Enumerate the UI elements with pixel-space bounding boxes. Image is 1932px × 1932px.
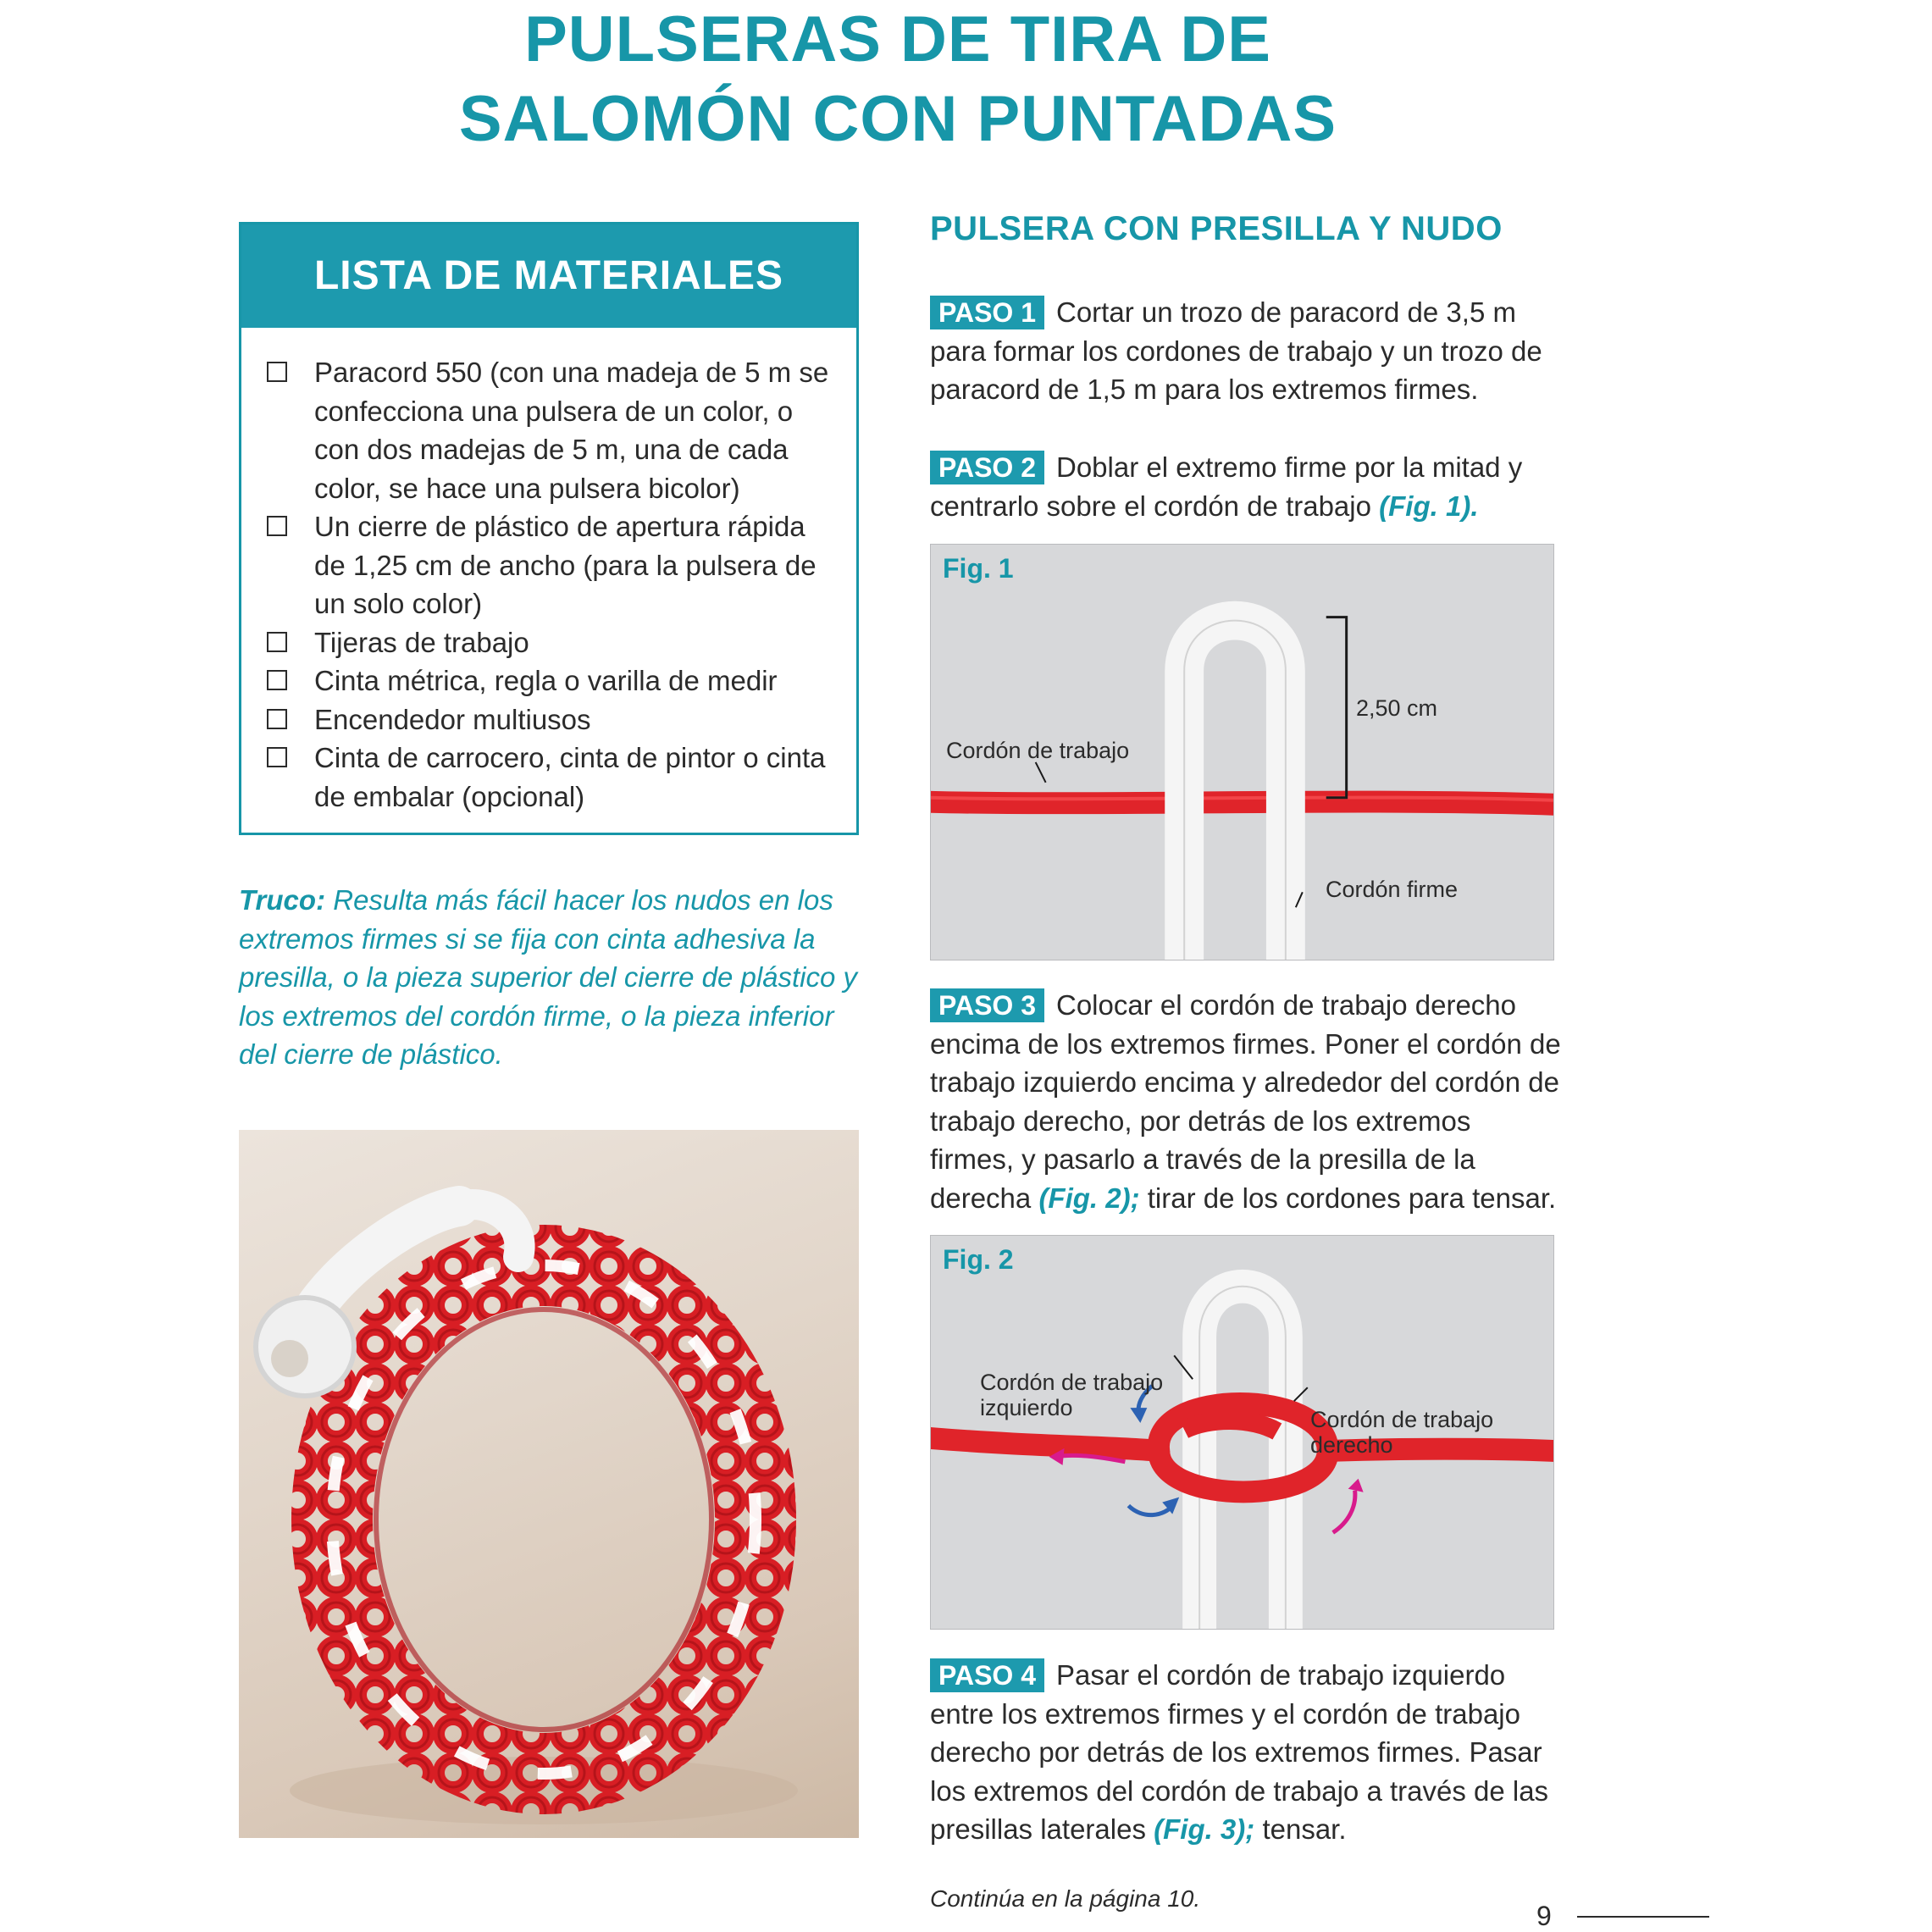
figure-1-label: Fig. 1: [943, 553, 1014, 584]
step-4-text: Pasar el cordón de trabajo izquierdo entre los extremos firmes y el cordón de trabajo derecho por detrás de los extremos firmes. Pasar los extremos del cordón de trabajo a través de las presillas laterales: [930, 1659, 1549, 1845]
checkbox-icon: [267, 670, 287, 690]
step-1-text: Cortar un trozo de paracord de 3,5 m para formar los cordones de trabajo y un trozo de paracord de 1,5 m para los extremos firmes.: [930, 296, 1542, 405]
checkbox-icon: [267, 362, 287, 382]
figure-1-firm-cord-label: Cordón firme: [1326, 877, 1459, 902]
step-3: [930, 986, 1561, 1217]
step-3-after: tirar de los cordones para tensar.: [1139, 1182, 1557, 1214]
step-2-text: Doblar el extremo firme por la mitad y centrarlo sobre el cordón de trabajo: [930, 451, 1523, 522]
figure-2-left-cord-label: Cordón de trabajo izquierdo: [980, 1370, 1164, 1420]
figure-1-measure: 2,50 cm: [1356, 695, 1438, 721]
materials-heading: LISTA DE MATERIALES: [241, 224, 856, 328]
figure-1-working-cord-label: Cordón de trabajo: [946, 738, 1130, 763]
material-item: [267, 507, 839, 623]
checkbox-icon: [267, 516, 287, 536]
material-item-label: Cinta de carrocero, cinta de pintor o cinta de embalar (opcional): [314, 742, 826, 812]
tip-label: Truco:: [239, 884, 326, 916]
step-4-badge: PASO 4: [930, 1658, 1044, 1692]
checkbox-icon: [267, 709, 287, 729]
material-item: [267, 700, 839, 739]
materials-box: [239, 222, 859, 835]
figure-2-label: Fig. 2: [943, 1244, 1014, 1275]
material-item: [267, 739, 839, 816]
step-4-fig-ref: (Fig. 3);: [1154, 1813, 1255, 1845]
step-2-after: .: [1470, 490, 1479, 522]
material-item-label: Un cierre de plástico de apertura rápida de 1,25 cm de ancho (para la pulsera de un solo color): [314, 511, 817, 619]
material-item-label: Paracord 550 (con una madeja de 5 m se confecciona una pulsera de un color, o con dos madejas de 5 m, una de cada color, se hace una pulsera bicolor): [314, 357, 829, 504]
materials-list: [241, 328, 856, 816]
step-3-text: Colocar el cordón de trabajo derecho encima de los extremos firmes. Poner el cordón de trabajo izquierdo encima y alrededor del cordón de trabajo derecho, por detrás de los extremos firmes, y pasarlo a través de la presilla de la derecha: [930, 989, 1561, 1214]
material-item: [267, 623, 839, 662]
step-1: [930, 293, 1561, 409]
page-title-line-2: SALOMÓN CON PUNTADAS: [458, 83, 1337, 155]
step-1-badge: PASO 1: [930, 296, 1044, 329]
page-title: [0, 0, 1796, 159]
page-number-rule: [1577, 1916, 1709, 1918]
checkbox-icon: [267, 632, 287, 652]
page-title-line-1: PULSERAS DE TIRA DE: [524, 3, 1271, 75]
material-item-label: Cinta métrica, regla o varilla de medir: [314, 665, 778, 696]
material-item: [267, 353, 839, 507]
figure-2-right-cord-label: Cordón de trabajo derecho: [1310, 1407, 1494, 1458]
page-number: 9: [1536, 1901, 1552, 1931]
bracelet-photo: [239, 1130, 859, 1838]
material-item-label: Tijeras de trabajo: [314, 626, 529, 658]
material-item-label: Encendedor multiusos: [314, 703, 591, 735]
tip-body: Resulta más fácil hacer los nudos en los extremos firmes si se fija con cinta adhesiva la presilla, o la pieza superior del cierre de plástico y los extremos del cordón firme, o la pieza inferior del cierre de plástico.: [239, 884, 858, 1070]
step-4: [930, 1656, 1561, 1849]
figure-2: [930, 1235, 1554, 1630]
continuation-note: Continúa en la página 10.: [930, 1885, 1201, 1912]
step-2-fig-ref: (Fig. 1): [1379, 490, 1471, 522]
step-2-badge: PASO 2: [930, 451, 1044, 484]
step-2: [930, 448, 1561, 525]
section-title: PULSERA CON PRESILLA Y NUDO: [930, 210, 1503, 247]
checkbox-icon: [267, 747, 287, 767]
bracelet-illustration: [239, 1130, 859, 1838]
step-4-after: tensar.: [1254, 1813, 1347, 1845]
step-3-badge: PASO 3: [930, 988, 1044, 1022]
figure-1: [930, 544, 1554, 960]
tip-text: [239, 881, 866, 1074]
material-item: [267, 662, 839, 700]
step-3-fig-ref: (Fig. 2);: [1038, 1182, 1140, 1214]
